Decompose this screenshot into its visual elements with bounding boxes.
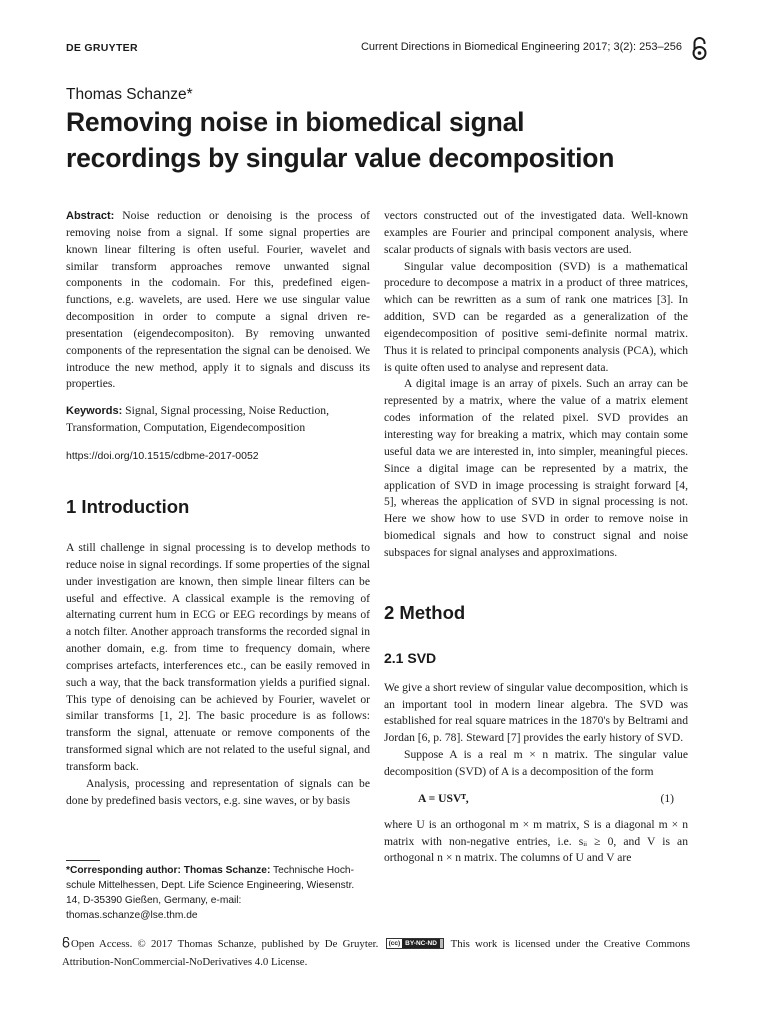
keywords-text: Signal, Signal processing, Noise Reduction, Transformation, Computation, Eigendecomposition	[66, 404, 329, 435]
doi-link[interactable]: https://doi.org/10.1515/cdbme-2017-0052	[66, 449, 259, 462]
title-line-2: recordings by singular value decomposition	[66, 143, 615, 173]
paper-title	[66, 104, 706, 176]
abstract-text: Noise reduction or denoising is the process of removing noise from a signal. If some signal properties are known linear filtering is often useful. Fourier, wavelet and similar transform approaches remove unwanted signal components in the codomain. For this, predefined eigen-functions, e.g. wavelets, are used. Here we use singular value decomposition in order to compute a signal driven re-presentation (eigendecompositon). By removing unwanted components of the representation the signal can be denoised. We introduce the new method, apply it to signals and discuss its properties.	[66, 209, 371, 391]
open-access-small-icon	[62, 937, 70, 948]
cc-badge-terms: BY-NC-ND	[402, 939, 440, 948]
cc-license-badge[interactable]	[386, 938, 444, 949]
abstract	[66, 208, 370, 393]
keywords	[66, 403, 370, 437]
left-column	[66, 208, 370, 809]
equation-body: A = USVᵀ,	[418, 791, 469, 805]
footnote-rule	[66, 860, 100, 861]
journal-citation: Current Directions in Biomedical Engineering 2017; 3(2): 253–256	[360, 41, 682, 53]
right-paragraph-3: A digital image is an array of pixels. Such an array can be represented by a matrix, where the value of a matrix element codes information of the related pixel. SVD provides an interesting way for breaking a matrix, which may contain some useful data we are interested in, into simpler, meaningful pieces. Since a digital image can be represented by a matrix, the application of SVD in image processing is straight forward [4, 5], whereas the application of SVD in signal processing is not. Here we show how to use SVD in order to remove noise in biomedical signals and how to construct signal and noise subspaces for signal analyses and approximations.	[384, 377, 688, 559]
method-paragraph-3: where U is an orthogonal m × m matrix, S is a diagonal m × n matrix with non-negative entries, i.e. sᵢᵢ ≥ 0, and V is an orthogonal n × n matrix. The columns of U and V are	[384, 817, 688, 865]
license-text-after: This work is licensed under the Creative Commons Attribution-NonCommercial-NoDerivatives 4.0 License.	[62, 938, 690, 968]
license-text-before: Open Access. © 2017 Thomas Schanze, published by De Gruyter.	[71, 938, 379, 950]
keywords-label: Keywords:	[66, 405, 123, 418]
title-line-1: Removing noise in biomedical signal	[66, 107, 525, 137]
equation-1	[384, 789, 688, 811]
section-heading-method: 2 Method	[384, 601, 466, 623]
intro-paragraph-2: Analysis, processing and representation of signals can be done by predefined basis vectors, e.g. sine waves, or by basis	[66, 776, 370, 807]
corresponding-author-footnote	[66, 863, 366, 923]
footnote-text: Technische Hoch-schule Mittelhessen, Dept. Life Science Engineering, Wiesenstr. 14, D-35390 Gießen, Germany, e-mail: thomas.schanze@lse.thm.de	[66, 865, 355, 921]
subsection-heading-svd: 2.1 SVD	[384, 649, 437, 666]
section-heading-introduction: 1 Introduction	[66, 495, 190, 517]
right-paragraph-1: vectors constructed out of the investigated data. Well-known examples are Fourier and principal component analysis, where scalar products of signals with basis vectors are used.	[384, 209, 688, 256]
open-access-icon	[691, 37, 708, 61]
method-paragraph-1: We give a short review of singular value decomposition, which is an important tool in modern linear algebra. The SVD was established for real square matrices in the 1870's by Beltrami and Jordan [6, p. 78]. Steward [7] provides the early history of SVD.	[384, 680, 688, 745]
running-header	[66, 40, 708, 62]
author-name: Thomas Schanze*	[66, 86, 193, 103]
equation-number: (1)	[660, 791, 674, 805]
method-paragraph-2: Suppose A is a real m × n matrix. The singular value decomposition (SVD) of A is a decomposition of the form	[384, 748, 688, 778]
cc-logo-icon: (cc)	[388, 940, 401, 947]
right-paragraph-2: Singular value decomposition (SVD) is a mathematical procedure to decompose a matrix in a product of three matrices, which can be rewritten as a sum of rank one matrices [3]. In addition, SVD can be regarded as a generalization of the eigendecomposition of positive semi-definite normal matrix. Thus it is related to principal components analysis (PCA), which is quite often used to analyse and represent data.	[384, 259, 688, 374]
publisher-name: DE GRUYTER	[66, 42, 138, 54]
abstract-label: Abstract:	[66, 210, 115, 222]
license-footer	[62, 935, 690, 971]
footnote-label: *Corresponding author: Thomas Schanze:	[66, 865, 271, 876]
right-column	[384, 208, 688, 867]
intro-paragraph-1: A still challenge in signal processing is to develop methods to reduce noise in signal recordings. If some properties of the signal under investigation are known, then simple linear filters can be useful and effective. A classical example is the removing of alternating current hum in ECG or EEG recordings by means of a notch filter. Another approach transforms the recorded signal in another domain, e.g. from time to frequency domain, where comprises artefacts, interferences etc., can be easily removed in such a way, that the back transformation yields a purified signal. This type of denoising can be achieved by Fourier, wavelet or similar transforms [1, 2]. The basic procedure is as follows: transform the signal, attenuate or remove components of the transformed signal which are not related to the useful signal, and transform back.	[66, 540, 370, 773]
